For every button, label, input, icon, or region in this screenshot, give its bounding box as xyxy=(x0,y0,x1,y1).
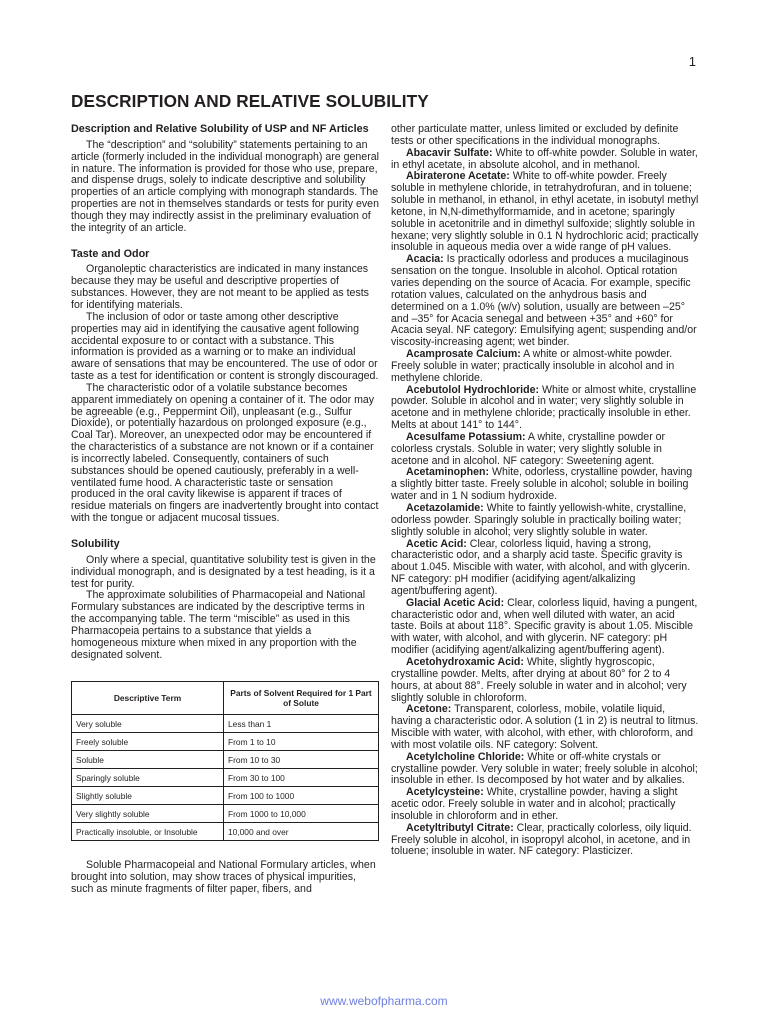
entry-text: White or almost white, crystalline powder. Soluble in alcohol and in water; very slightly soluble in acetone and in methylene chloride; practically insoluble in ether. Melts at about 141° to 144°. xyxy=(391,383,697,432)
website-link[interactable]: www.webofpharma.com xyxy=(320,994,448,1008)
entry-text: Clear, colorless liquid, having a pungent, characteristic odor and, when well diluted with water, an acid taste. Boils at about 118°. Specific gravity is about 1.05. Miscible with water, with alcohol, and with glycerin. NF category: pH modifier (acidifying agent/alkalizing agent/buffering agent). xyxy=(391,596,698,657)
entry-text: Clear, practically colorless, oily liquid. Freely soluble in alcohol, in isopropyl alcohol, in acetone, and in toluene; insoluble in water. NF category: Plasticizer. xyxy=(391,821,692,858)
table-row xyxy=(72,751,379,769)
table-row xyxy=(72,823,379,841)
entry-term: Acetazolamide: xyxy=(406,502,484,514)
monograph-entry xyxy=(391,171,699,254)
entry-term: Abiraterone Acetate: xyxy=(406,170,510,183)
section-heading-description: Description and Relative Solubility of USP and NF Articles xyxy=(71,123,369,135)
entry-term: Acamprosate Calcium: xyxy=(406,348,521,361)
monograph-entry xyxy=(391,148,699,172)
table-row xyxy=(72,769,379,787)
table-row xyxy=(72,787,379,805)
entry-term: Acetohydroxamic Acid: xyxy=(406,655,524,668)
entry-text: Clear, colorless liquid, having a strong, characteristic odor, and a sharply acid taste. Specific gravity is about 1.045. Miscible with water, with alcohol, and with glycerin. NF category: pH modifier (acidifying agent/alkalizing agent/buffering agent). xyxy=(391,537,691,597)
entry-term: Acetylcholine Chloride: xyxy=(406,750,525,763)
table-row xyxy=(72,715,379,733)
entry-text: White, odorless, crystalline powder, having a slightly bitter taste. Freely soluble in alcohol; soluble in boiling water and in 1 N sodium hydroxide. xyxy=(391,466,693,503)
monograph-entry xyxy=(391,598,699,657)
entry-term: Acetylcysteine: xyxy=(406,786,484,799)
right-column xyxy=(391,124,699,858)
entry-text: White or off-white crystals or crystalline powder. Very soluble in water; freely soluble in alcohol; insoluble in ether. Is decomposed by hot water and by alkalies. xyxy=(391,750,698,787)
paragraph-soluble-articles: Soluble Pharmacopeial and National Formulary articles, when brought into solution, may show traces of physical impurities, such as minute fragments of filter paper, fibers, and xyxy=(71,859,376,896)
entry-text: Transparent, colorless, mobile, volatile liquid, having a characteristic odor. A solution (1 in 2) is neutral to litmus. Miscible with water, with alcohol, with ether, with chloroform, and with most volatile oils. NF category: Solvent. xyxy=(391,703,699,751)
entry-text: White to faintly yellowish-white, crystalline, odorless powder. Sparingly soluble in practically boiling water; slightly soluble in alcohol; very slightly soluble in water. xyxy=(391,502,687,538)
section-heading-solubility: Solubility xyxy=(71,538,120,550)
table-row xyxy=(72,733,379,751)
table-cell-term: Practically insoluble, or Insoluble xyxy=(72,823,224,841)
table-header-cell: Parts of Solvent Required for 1 Part of Solute xyxy=(224,682,379,715)
entry-term: Acetaminophen: xyxy=(406,466,489,479)
monograph-entry xyxy=(391,349,699,385)
entry-text: White to off-white powder. Freely soluble in methylene chloride, in tetrahydrofuran, and in toluene; soluble in methanol, in ethanol, in ethyl acetate, in isobutyl methyl ketone, in N,N-dimethylformamide, and in acetone; sparingly soluble in acetonitrile and in dimethyl sulfoxide; slightly soluble in hexane; very slightly soluble in 0.1 N hydrochloric acid; practically insoluble in aqueous media over a wide range of pH values. xyxy=(391,170,699,254)
page-number: 1 xyxy=(688,54,696,69)
monograph-entry xyxy=(391,787,699,823)
monograph-entry xyxy=(391,752,699,788)
entry-term: Abacavir Sulfate: xyxy=(406,146,493,159)
monograph-entry xyxy=(391,823,699,859)
monograph-entry xyxy=(391,385,699,432)
table-cell-parts: 10,000 and over xyxy=(224,823,379,841)
monograph-entry xyxy=(391,657,699,704)
table-cell-term: Very slightly soluble xyxy=(72,805,224,823)
entry-text: White, slightly hygroscopic, crystalline powder. Melts, after drying at about 80° for 2 to 4 hours, at about 88°. Freely soluble in water and in alcohol; very slightly soluble in chloroform. xyxy=(391,655,687,704)
paragraph-organoleptic: Organoleptic characteristics are indicated in many instances because they may be useful and descriptive properties of substances. However, they are not meant to be applied as tests for identifying materials. xyxy=(71,263,369,311)
entry-term: Acesulfame Potassium: xyxy=(406,430,526,443)
table-cell-parts: From 10 to 30 xyxy=(224,751,379,769)
entry-term: Acetone: xyxy=(406,703,452,716)
monograph-entry xyxy=(391,704,699,751)
entry-term: Glacial Acetic Acid: xyxy=(406,596,505,609)
page-title: DESCRIPTION AND RELATIVE SOLUBILITY xyxy=(71,91,429,111)
paragraph-description: The “description” and “solubility” statements pertaining to an article (formerly included in the individual monograph) are general in nature. The information is provided for those who use, prepare, and dispense drugs, solely to indicate descriptive and solubility properties of an article complying with monograph standards. The properties are not in themselves standards or tests for purity even though they may indirectly assist in the preliminary evaluation of the integrity of an article. xyxy=(71,138,379,234)
table-cell-term: Slightly soluble xyxy=(72,787,224,805)
paragraph-solubility-test: Only where a special, quantitative solubility test is given in the individual monograph, and is designated by a test heading, is it a test for purity. xyxy=(71,553,376,590)
section-heading-taste-odor: Taste and Odor xyxy=(71,247,150,260)
entry-term: Acetic Acid: xyxy=(406,537,467,550)
table-cell-term: Very soluble xyxy=(72,715,224,733)
monograph-entry xyxy=(391,503,699,539)
paragraph-continuation: other particulate matter, unless limited or excluded by definite tests or other specifications in the individual monographs. xyxy=(391,123,679,147)
solubility-table xyxy=(71,681,379,841)
table-cell-parts: From 100 to 1000 xyxy=(224,787,379,805)
paragraph-odor-taste-inclusion: The inclusion of odor or taste among other descriptive properties may aid in identifying the causative agent following accidental exposure to or contact with a substance. This information is provided as a warning or to make an individual aware of sensations that may be encountered. The use of odor or taste as a test for identification or content is strongly discouraged. xyxy=(71,310,379,383)
table-cell-parts: From 1000 to 10,000 xyxy=(224,805,379,823)
entry-text: A white, crystalline powder or colorless crystals. Soluble in water; very slightly soluble in acetone and in alcohol. NF category: Sweetening agent. xyxy=(391,430,666,467)
entry-text: A white or almost-white powder. Freely soluble in water; practically insoluble in alcohol and in methylene chloride. xyxy=(391,348,675,384)
table-cell-term: Sparingly soluble xyxy=(72,769,224,787)
monograph-entry xyxy=(391,539,699,598)
monograph-entry xyxy=(391,254,699,349)
entry-term: Acetyltributyl Citrate: xyxy=(406,821,514,834)
table-row xyxy=(72,805,379,823)
table-cell-parts: From 30 to 100 xyxy=(224,769,379,787)
table-cell-parts: Less than 1 xyxy=(224,715,379,733)
left-column xyxy=(71,124,379,896)
entry-term: Acebutolol Hydrochloride: xyxy=(406,383,540,396)
entry-text: White to off-white powder. Soluble in water, in ethyl acetate, in absolute alcohol, and in methanol. xyxy=(391,146,698,171)
entry-term: Acacia: xyxy=(406,253,444,266)
paragraph-approximate-solubilities: The approximate solubilities of Pharmacopeial and National Formulary substances are indicated by the descriptive terms in the accompanying table. The term “miscible” as used in this Pharmacopeia pertains to a substance that yields a homogeneous mixture when mixed in any proportion with the designated solvent. xyxy=(71,589,366,661)
monograph-entry xyxy=(391,467,699,503)
entry-text: Is practically odorless and produces a mucilaginous sensation on the tongue. Insoluble in alcohol. Optical rotation varies depending on the source of Acacia. For example, specific rotation values, calculated on the anhydrous basis and determined on a 1.0% (w/v) solution, usually are between –25° and –35° for Acacia senegal and between +35° and +60° for Acacia seyal. NF category: Emulsifying agent; suspending and/or viscosity-increasing agent; wet binder. xyxy=(391,253,697,349)
monograph-entry xyxy=(391,432,699,468)
table-header-row xyxy=(72,682,379,715)
entry-text: White, crystalline powder, having a slight acetic odor. Freely soluble in water and in alcohol; practically insoluble in chloroform and in ether. xyxy=(391,786,678,822)
paragraph-characteristic-odor: The characteristic odor of a volatile substance becomes apparent immediately on opening a container of it. The odor may be agreeable (e.g., Peppermint Oil), unpleasant (e.g., Sulfur Dioxide), or potentially hazardous on prolonged exposure (e.g., Coal Tar). Moreover, an unexpected odor may be encountered if the characteristics of a substance are not known or if a container is incorrectly labeled. Consequently, containers of such substances should be opened cautiously, preferably in a well-ventilated fume hood. A characteristic taste or sensation produced in the oral cavity likewise is apparent if traces of residue materials on fingers are inadvertently brought into contact with the tongue or adjacent mucosal tissues. xyxy=(71,381,379,525)
table-cell-term: Freely soluble xyxy=(72,733,224,751)
table-cell-parts: From 1 to 10 xyxy=(224,733,379,751)
table-cell-term: Soluble xyxy=(72,751,224,769)
table-header-cell: Descriptive Term xyxy=(72,682,224,715)
